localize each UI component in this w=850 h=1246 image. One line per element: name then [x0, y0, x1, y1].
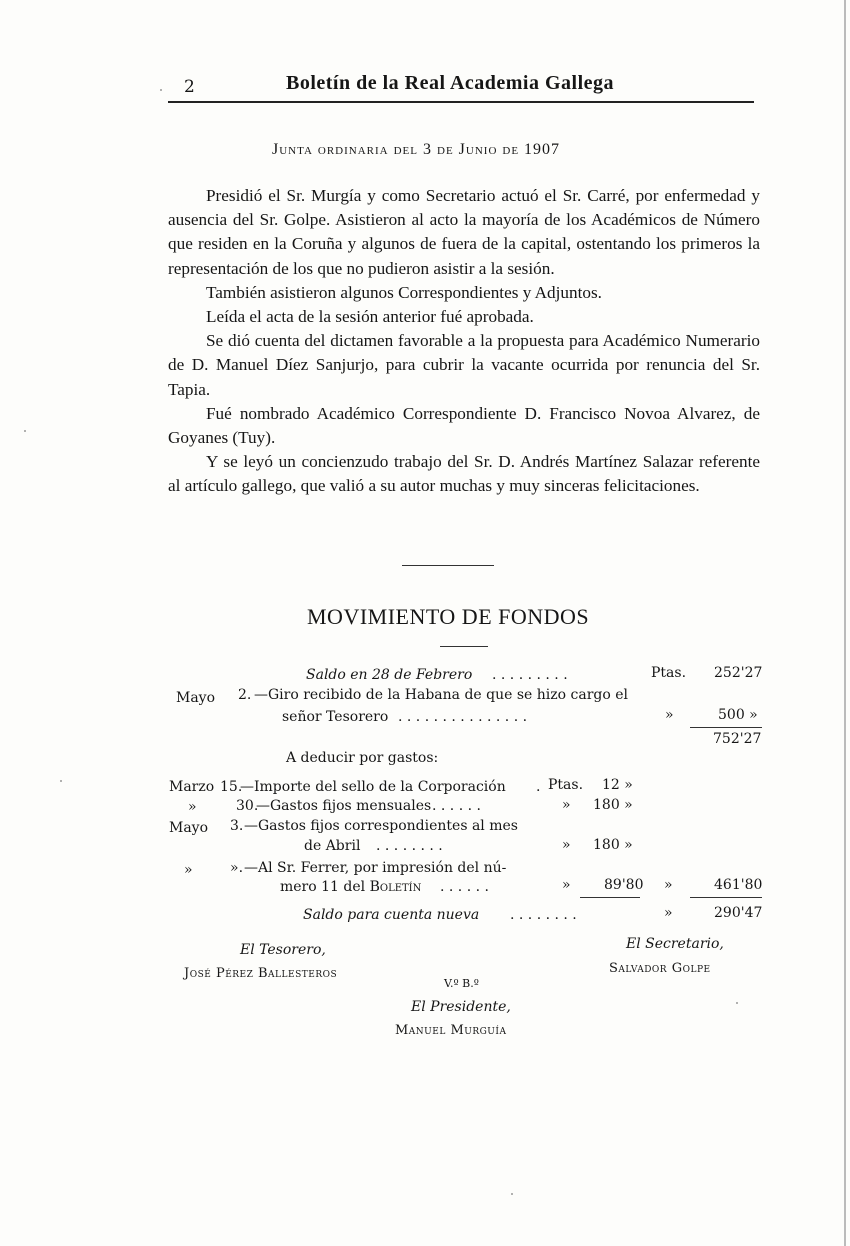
- approval-mark: V.º B.º: [444, 977, 479, 990]
- president-role: El Presidente,: [411, 999, 511, 1015]
- minutes-paragraph: Leída el acta de la sesión anterior fué aprobada.: [206, 307, 534, 327]
- secretary-name: Salvador Golpe: [609, 961, 711, 976]
- expense-line1: —Importe del sello de la Corporación: [240, 779, 506, 795]
- subtotal-amount: 752'27: [713, 731, 762, 747]
- subtotal-rule: [690, 727, 762, 728]
- funds-title: MOVIMIENTO DE FONDOS: [307, 604, 590, 629]
- closing-mark: »: [664, 905, 673, 921]
- expense-line1: —Al Sr. Ferrer, por impresión del nú-: [244, 860, 507, 876]
- expense-line2: de Abril: [304, 838, 361, 854]
- receipt-day: 2.: [238, 687, 252, 703]
- minutes-paragraph: Y se leyó un concienzudo trabajo del Sr. D. Andrés Martínez Salazar referente al artículo gallego, que valió a su autor muchas y muy sinceras felicitaciones.: [168, 452, 760, 496]
- expenses-total: 461'80: [714, 877, 763, 893]
- president-name: Manuel Murguía: [395, 1023, 507, 1038]
- expense-day: ».: [230, 860, 244, 876]
- opening-currency: Ptas.: [651, 665, 687, 681]
- secretary-role: El Secretario,: [626, 936, 724, 952]
- meeting-title: Junta ordinaria del 3 de Junio de 1907: [272, 141, 561, 158]
- minutes-paragraph: Se dió cuenta del dictamen favorable a la propuesta para Académico Numerario de D. Manuel Díez Sanjurjo, para cubrir la vacante ocurrida por renuncia del Sr. Tapia.: [168, 331, 760, 399]
- expense-day: 30.: [236, 798, 259, 814]
- expense-dots: . . . . . .: [432, 798, 481, 814]
- closing-label: Saldo para cuenta nueva: [303, 907, 480, 923]
- expense-month: Mayo: [169, 820, 209, 836]
- expense-prefix: »: [562, 877, 571, 893]
- scan-speck: [60, 780, 62, 782]
- page-number: 2: [184, 77, 195, 97]
- expense-prefix: Ptas.: [548, 777, 584, 793]
- scan-speck: [160, 89, 162, 91]
- receipt-mark: »: [665, 707, 674, 723]
- boletin-smallcaps: Boletín: [369, 879, 422, 895]
- receipt-line1: —Giro recibido de la Habana de que se hizo cargo el: [254, 687, 629, 703]
- minutes-paragraph: Fué nombrado Académico Correspondiente D. Francisco Novoa Alvarez, de Goyanes (Tuy).: [168, 403, 760, 448]
- page-edge: [844, 0, 846, 1246]
- opening-dots: . . . . . . . . .: [492, 667, 568, 683]
- total-rule: [690, 897, 762, 898]
- expense-day: 3.: [230, 818, 244, 834]
- meeting-minutes: [168, 184, 760, 499]
- treasurer-role: El Tesorero,: [240, 942, 326, 958]
- expense-dots: . . . . . . . .: [376, 838, 443, 854]
- expense-month: Marzo: [169, 779, 215, 795]
- expense-dots: .: [536, 779, 541, 795]
- expense-amount: 12 »: [602, 777, 633, 793]
- expense-month: »: [188, 799, 197, 815]
- expenses-total-mark: »: [664, 877, 673, 893]
- receipt-month: Mayo: [176, 690, 216, 706]
- expense-line2: [280, 879, 421, 895]
- expense-day: 15.: [220, 779, 243, 795]
- expenses-rule: [580, 897, 640, 898]
- scan-speck: [24, 430, 26, 432]
- minutes-paragraph: También asistieron algunos Correspondientes y Adjuntos.: [206, 282, 602, 302]
- funds-title-rule: [440, 646, 488, 647]
- closing-dots: . . . . . . . .: [510, 907, 577, 923]
- expense-line1: —Gastos fijos correspondientes al mes: [244, 818, 518, 834]
- expense-prefix: »: [562, 797, 571, 813]
- deduct-label: A deducir por gastos:: [286, 750, 439, 766]
- expense-dots: . . . . . .: [440, 879, 489, 895]
- receipt-amount: 500 »: [718, 707, 758, 723]
- expense-prefix: »: [562, 837, 571, 853]
- header-rule: [168, 101, 754, 103]
- section-separator: [402, 565, 494, 566]
- expense-line1: —Gastos fijos mensuales: [256, 798, 432, 814]
- closing-amount: 290'47: [714, 905, 763, 921]
- receipt-line2: señor Tesorero: [282, 709, 389, 725]
- expense-month: »: [184, 862, 193, 878]
- receipt-dots: . . . . . . . . . . . . . . .: [398, 709, 528, 725]
- opening-label: Saldo en 28 de Febrero: [306, 667, 473, 683]
- scan-speck: [736, 1002, 738, 1004]
- opening-amount: 252'27: [714, 665, 763, 681]
- journal-title: Boletín de la Real Academia Gallega: [286, 72, 615, 94]
- expense-amount: 89'80: [604, 877, 644, 893]
- minutes-paragraph: Presidió el Sr. Murgía y como Secretario actuó el Sr. Carré, por enfermedad y ausencia del Sr. Golpe. Asistieron al acto la mayoría de los Académicos de Número que residen en la Coruña y algunos de fuera de la capital, ostentando los primeros la representación de los que no pudieron asistir a la sesión.: [168, 186, 760, 278]
- treasurer-name: José Pérez Ballesteros: [184, 966, 338, 981]
- scan-speck: [511, 1193, 513, 1195]
- expense-line2-text: mero 11 del: [280, 879, 366, 895]
- expense-amount: 180 »: [593, 837, 633, 853]
- expense-amount: 180 »: [593, 797, 633, 813]
